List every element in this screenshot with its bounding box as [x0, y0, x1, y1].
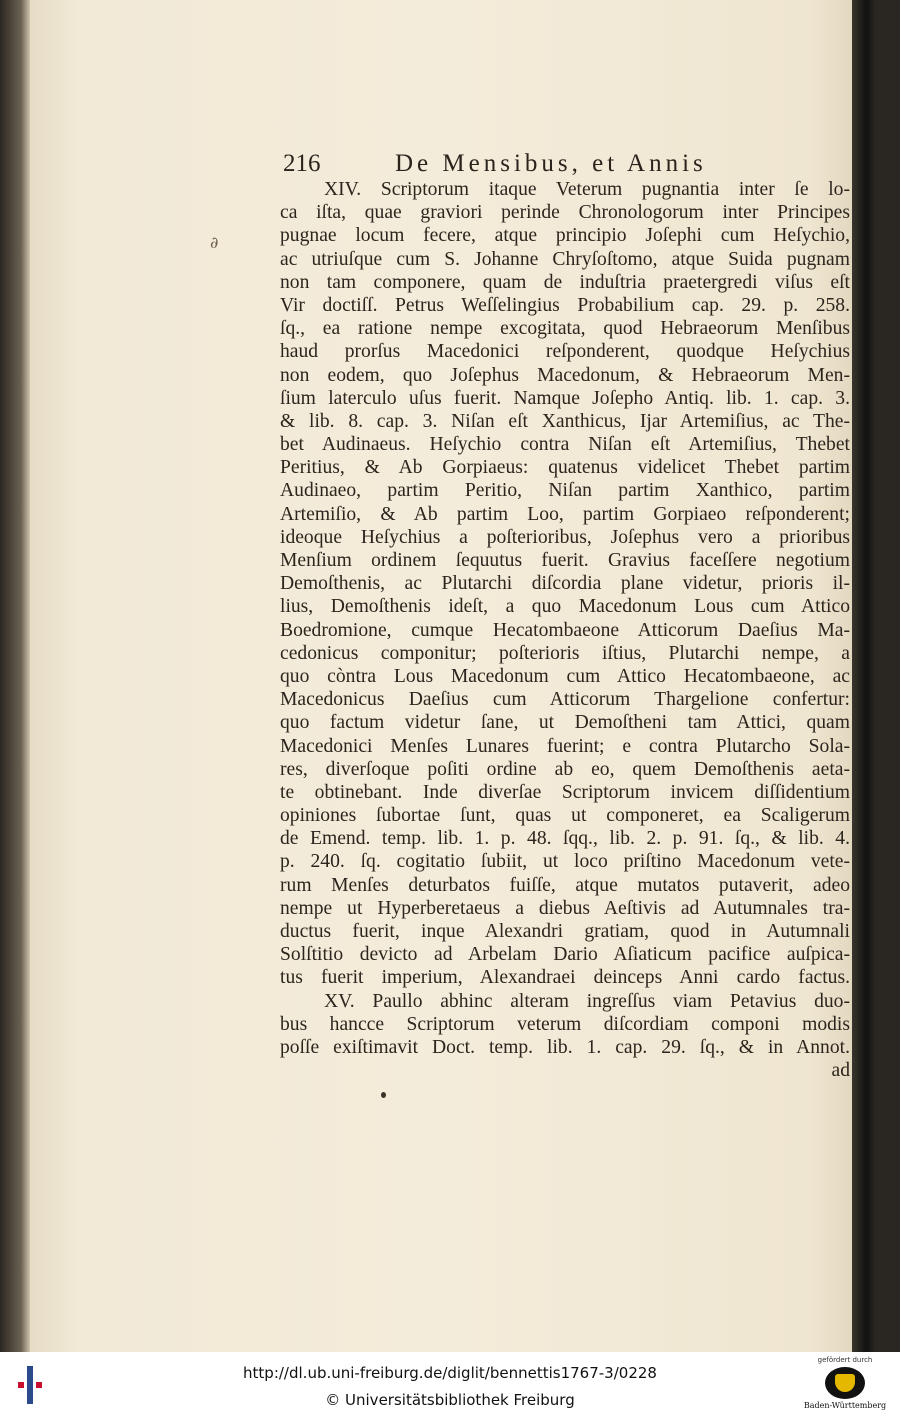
- text-line: Vir doctiſſ. Petrus Weſſelingius Probabilium cap. 29. p. 258.: [280, 294, 850, 316]
- text-line: Artemiſio, & Ab partim Loo, partim Gorpiaeo reſponderent;: [280, 503, 850, 525]
- state-crest-icon: [825, 1367, 865, 1399]
- text-line: ſq., ea ratione nempe excogitata, quod Hebraeorum Menſibus: [280, 318, 850, 340]
- text-line: quo factum videtur ſane, ut Demoſtheni tam Attici, quam: [280, 712, 850, 734]
- text-line: quo còntra Lous Macedonum cum Attico Hecatombaeone, ac: [280, 665, 850, 687]
- page-edge-shadow: [0, 0, 30, 1352]
- book-gutter: [852, 0, 876, 1352]
- text-line: Audinaeo, partim Peritio, Niſan partim Xanthico, partim: [280, 480, 850, 502]
- text-line: ſium laterculo uſus fuerit. Namque Joſepho Antiq. lib. 1. cap. 3.: [280, 387, 850, 409]
- page-number: 216: [283, 150, 321, 177]
- text-line: te obtinebant. Inde diverſae Scriptorum invicem diſſidentium: [280, 781, 850, 803]
- text-line: tus fuerit imperium, Alexandraei deinceps Anni cardo factus.: [280, 967, 850, 989]
- text-line: cedonicus componitur; poſterioris iſtius, Plutarchi nempe, a: [280, 642, 850, 664]
- text-line: Macedonici Menſes Lunares fuerint; e contra Plutarcho Sola-: [280, 735, 850, 757]
- body-text: [280, 178, 850, 1082]
- copyright-text: © Universitätsbibliothek Freiburg: [325, 1391, 575, 1409]
- text-line: p. 240. ſq. cogitatio ſubiit, ut loco priſtino Macedonum vete-: [280, 851, 850, 873]
- text-line: Menſium ordinem ſequutus fuerit. Gravius faceſſere negotium: [280, 550, 850, 571]
- viewer-footer: [0, 1352, 900, 1416]
- sponsor-name: Baden-Württemberg: [803, 1401, 887, 1410]
- text-line: Solſtitio devicto ad Arbelam Dario Aſiaticum pacifice auſpica-: [280, 944, 850, 966]
- text-line: opiniones ſubortae ſunt, quas ut componeret, ea Scaligerum: [280, 805, 850, 827]
- text-line: de Emend. temp. lib. 1. p. 48. ſqq., lib. 2. p. 91. ſq., & lib. 4.: [280, 828, 850, 850]
- text-line: & lib. 8. cap. 3. Niſan eſt Xanthicus, Ijar Artemiſius, ac The-: [280, 410, 850, 432]
- text-line: non eodem, quo Joſephus Macedonum, & Hebraeorum Men-: [280, 364, 850, 386]
- running-head: [283, 150, 853, 180]
- text-line: Boedromione, cumque Hecatombaeone Atticorum Daeſius Ma-: [280, 619, 850, 641]
- text-line: poſſe exiſtimavit Doct. temp. lib. 1. cap. 29. ſq., & in Annot.: [280, 1036, 850, 1058]
- text-line: lius, Demoſthenis ideſt, a quo Macedonum Lous cum Attico: [280, 596, 850, 618]
- running-title: De Mensibus, et Annis: [395, 150, 707, 177]
- text-line: XV. Paullo abhinc alteram ingreſſus viam Petavius duo-: [324, 990, 850, 1012]
- text-line: rum Menſes deturbatos fuiſſe, atque mutatos putaverit, adeo: [280, 874, 850, 896]
- text-line: bet Audinaeus. Heſychio contra Niſan eſt Artemiſius, Thebet: [280, 434, 850, 456]
- text-line: non tam componere, quam de induſtria praetergredi viſus eſt: [280, 271, 850, 293]
- text-line: XIV. Scriptorum itaque Veterum pugnantia inter ſe lo-: [324, 179, 850, 200]
- text-line: res, diverſoque poſiti ordine ab eo, quem Demoſthenis aeta-: [280, 758, 850, 780]
- text-line: ac utriuſque cum S. Johanne Chryſoſtomo, atque Suida pugnam: [280, 248, 850, 270]
- margin-mark: ∂: [210, 233, 219, 252]
- text-line: bus hancce Scriptorum veterum diſcordiam componi modis: [280, 1013, 850, 1035]
- text-line: pugnae locum fecere, atque principio Joſephi cum Heſychio,: [280, 225, 850, 247]
- ink-dot: [381, 1092, 386, 1098]
- sponsor-block: [800, 1356, 890, 1414]
- text-line: Peritius, & Ab Gorpiaeus: quatenus videlicet Thebet partim: [280, 457, 850, 479]
- sponsor-label: gefördert durch: [817, 1356, 873, 1364]
- text-line: ad: [831, 1060, 850, 1082]
- text-line: ca iſta, quae graviori perinde Chronologorum inter Principes: [280, 202, 850, 224]
- text-line: Demoſthenis, ac Plutarchi diſcordia plane videtur, prioris il-: [280, 573, 850, 595]
- text-line: ductus fuerit, inque Alexandri gratiam, quod in Autumnali: [280, 921, 850, 942]
- permalink-url[interactable]: http://dl.ub.uni-freiburg.de/diglit/bennettis1767-3/0228: [243, 1364, 657, 1382]
- text-line: ideoque Heſychius a poſterioribus, Joſephus vero a prioribus: [280, 526, 850, 548]
- text-line: Macedonicus Daeſius cum Atticorum Thargelione confertur:: [280, 689, 850, 711]
- text-line: haud prorſus Macedonici reſponderent, quodque Heſychius: [280, 341, 850, 363]
- text-line: nempe ut Hyperberetaeus a diebus Aeſtivis ad Autumnales tra-: [280, 897, 850, 919]
